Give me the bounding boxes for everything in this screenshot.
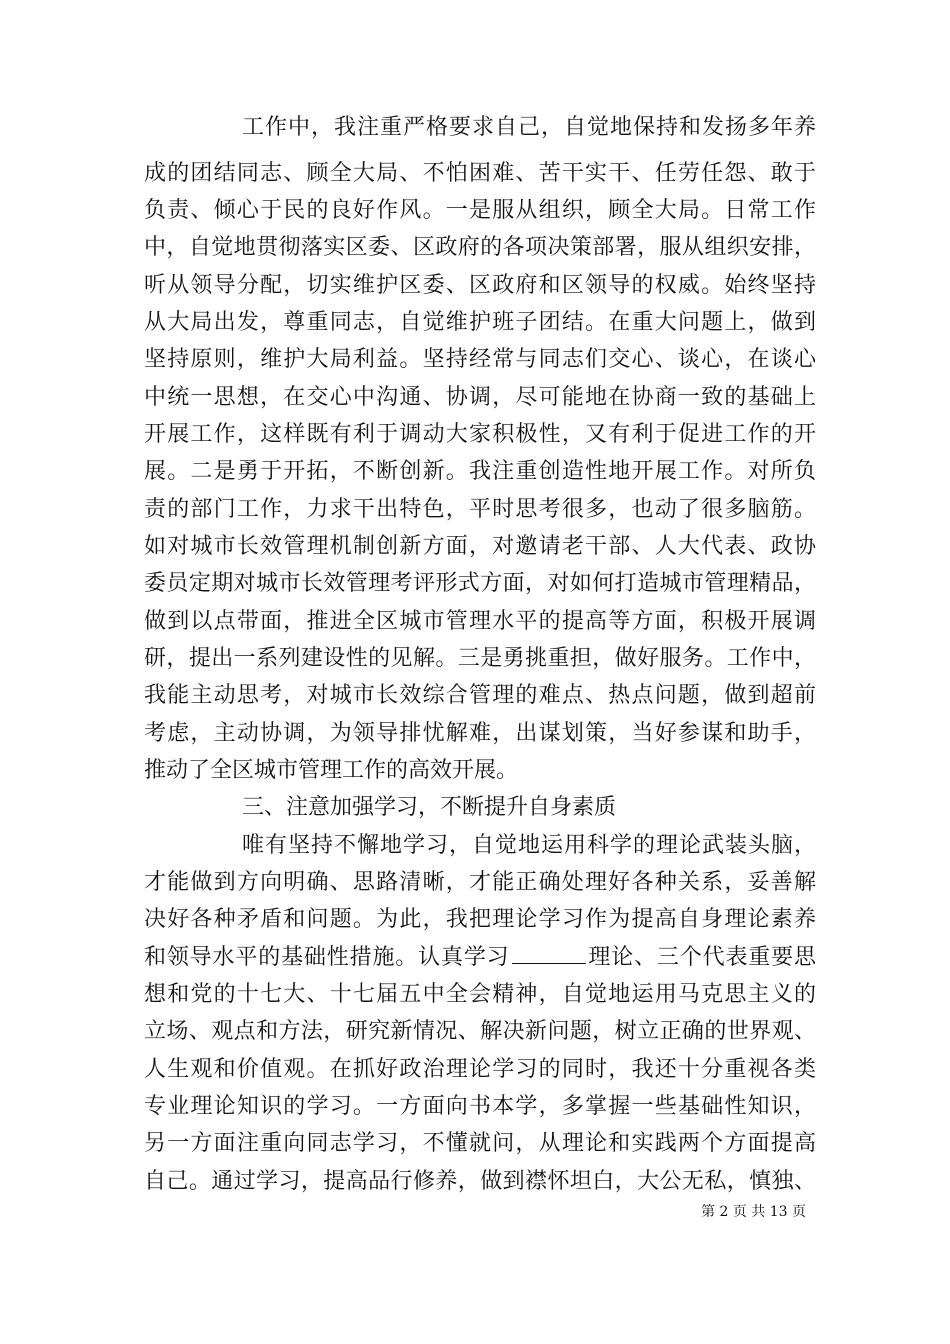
fill-in-blank [512,943,586,964]
paragraph-line: 责的部门工作，力求干出特色，平时思考很多，也动了很多脑筋。 [144,497,816,522]
paragraph-line: 考虑，主动协调，为领导排忧解难，出谋划策，当好参谋和助手， [144,721,816,746]
paragraph-line: 如对城市长效管理机制创新方面，对邀请老干部、人大代表、政协 [144,534,816,559]
paragraph-line: 推动了全区城市管理工作的高效开展。 [144,758,519,783]
paragraph-line: 成的团结同志、顾全大局、不怕困难、苦干实干、任劳任怨、敢于 [144,161,816,186]
section-heading: 三、注意加强学习，不断提升自身素质 [242,795,617,820]
paragraph-line: 另一方面注重向同志学习，不懂就问，从理论和实践两个方面提高 [144,1131,816,1156]
paragraph-line: 想和党的十七大、十七届五中全会精神，自觉地运用马克思主义的 [144,982,816,1007]
paragraph-line: 才能做到方向明确、思路清晰，才能正确处理好各种关系，妥善解 [144,870,816,895]
paragraph-line: 开展工作，这样既有利于调动大家积极性，又有利于促进工作的开 [144,422,816,447]
paragraph-line: 决好各种矛盾和问题。为此，我把理论学习作为提高自身理论素养 [144,907,816,932]
paragraph-line: 人生观和价值观。在抓好政治理论学习的同时，我还十分重视各类 [144,1057,816,1082]
paragraph-line: 负责、倾心于民的良好作风。一是服从组织，顾全大局。日常工作 [144,198,816,223]
paragraph-line: 专业理论知识的学习。一方面向书本学，多掌握一些基础性知识， [144,1094,816,1119]
paragraph-line: 中，自觉地贯彻落实区委、区政府的各项决策部署，服从组织安排， [144,235,816,260]
paragraph-line: 做到以点带面，推进全区城市管理水平的提高等方面，积极开展调 [144,609,816,634]
paragraph-line: 坚持原则，维护大局利益。坚持经常与同志们交心、谈心，在谈心 [144,347,816,372]
text-segment: 和领导水平的基础性措施。认真学习 [144,945,510,970]
text-segment: 理论、三个代表重要思 [587,945,816,970]
paragraph-line: 我能主动思考，对城市长效综合管理的难点、热点问题，做到超前 [144,683,816,708]
paragraph-line: 中统一思想，在交心中沟通、协调，尽可能地在协商一致的基础上 [144,385,816,410]
paragraph-line: 展。二是勇于开拓，不断创新。我注重创造性地开展工作。对所负 [144,459,816,484]
paragraph-line: 工作中，我注重严格要求自己，自觉地保持和发扬多年养 [242,115,816,140]
paragraph-line: 听从领导分配，切实维护区委、区政府和区领导的权威。始终坚持 [144,273,816,298]
paragraph-line: 立场、观点和方法，研究新情况、解决新问题，树立正确的世界观、 [144,1019,816,1044]
paragraph-line: 研，提出一系列建设性的见解。三是勇挑重担，做好服务。工作中， [144,646,816,671]
paragraph-line: 自己。通过学习，提高品行修养，做到襟怀坦白，大公无私，慎独、 [144,1169,816,1194]
paragraph-line: 唯有坚持不懈地学习，自觉地运用科学的理论武装头脑， [242,833,816,858]
page-number: 第 2 页 共 13 页 [701,1204,806,1220]
paragraph-line-with-blank [144,943,816,973]
paragraph-line: 从大局出发，尊重同志，自觉维护班子团结。在重大问题上，做到 [144,310,816,335]
paragraph-line: 委员定期对城市长效管理考评形式方面，对如何打造城市管理精品， [144,571,816,596]
